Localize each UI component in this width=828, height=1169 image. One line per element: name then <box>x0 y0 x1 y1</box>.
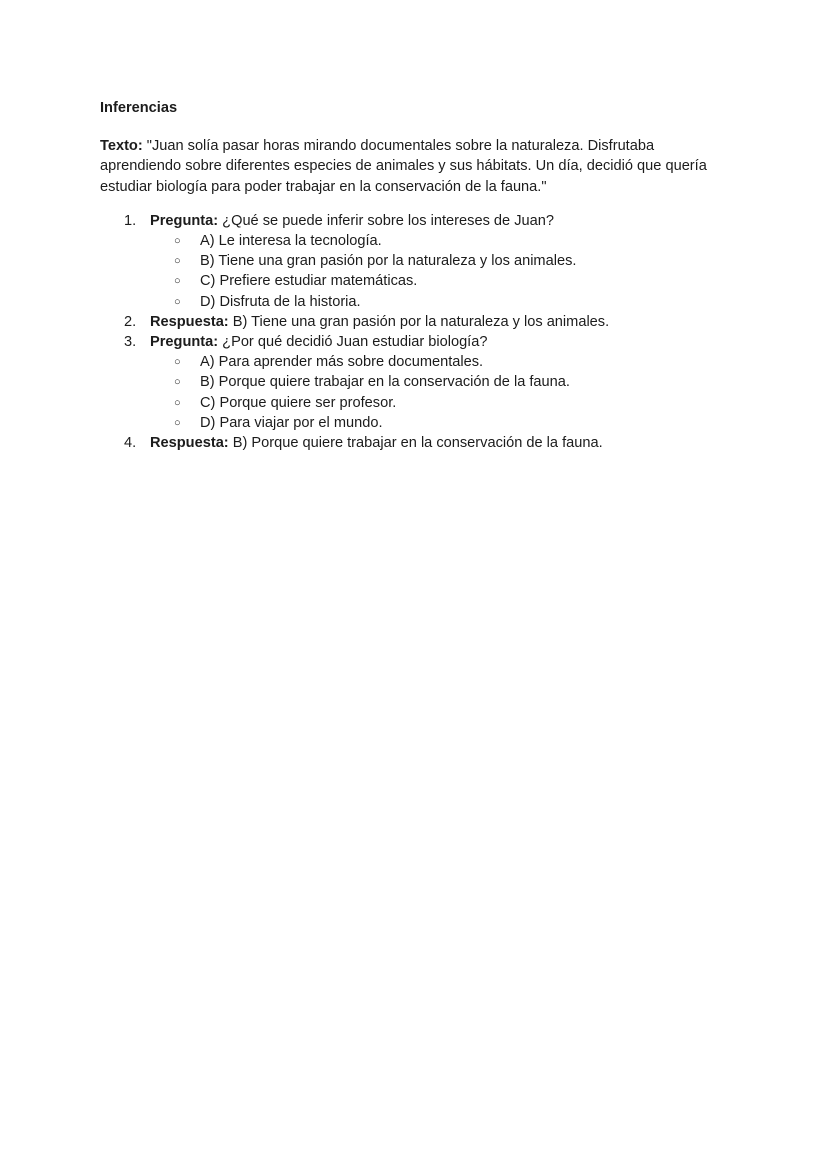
option-item <box>150 393 720 413</box>
option-item <box>150 231 720 251</box>
option-item <box>150 413 720 433</box>
document-title: Inferencias <box>100 100 178 116</box>
answer-text: B) Tiene una gran pasión por la naturaleza y los animales. <box>232 313 610 330</box>
passage-label: Texto: <box>100 138 143 155</box>
option-item <box>150 292 720 312</box>
option-text: C) Prefiere estudiar matemáticas. <box>200 273 418 290</box>
option-text: A) Le interesa la tecnología. <box>200 233 382 250</box>
hollow-bullet-icon: ○ <box>174 255 181 268</box>
document-page <box>100 98 720 453</box>
option-text: D) Para viajar por el mundo. <box>200 414 383 431</box>
question-label: Pregunta: <box>150 212 219 229</box>
option-item <box>150 271 720 291</box>
hollow-bullet-icon: ○ <box>174 235 181 248</box>
answer-text: B) Porque quiere trabajar en la conservación de la fauna. <box>232 435 603 452</box>
option-list <box>150 352 720 433</box>
question-list <box>100 211 720 453</box>
option-text: C) Porque quiere ser profesor. <box>200 394 397 411</box>
item-number: 1. <box>124 212 137 229</box>
hollow-bullet-icon: ○ <box>174 356 181 369</box>
hollow-bullet-icon: ○ <box>174 396 181 409</box>
option-item <box>150 251 720 271</box>
option-item <box>150 352 720 372</box>
question-text: ¿Qué se puede inferir sobre los intereses de Juan? <box>222 212 554 229</box>
item-number: 3. <box>124 334 137 351</box>
question-item <box>100 211 720 312</box>
option-text: D) Disfruta de la historia. <box>200 293 361 310</box>
hollow-bullet-icon: ○ <box>174 416 181 429</box>
option-text: A) Para aprender más sobre documentales. <box>200 354 484 371</box>
question-item <box>100 332 720 433</box>
passage-text: "Juan solía pasar horas mirando documentales sobre la naturaleza. Disfrutaba aprendiendo sobre diferentes especies de animales y sus hábitats. Un día, decidió que quería estudiar biología para poder trabajar en la conservación de la fauna." <box>100 138 707 195</box>
hollow-bullet-icon: ○ <box>174 275 181 288</box>
hollow-bullet-icon: ○ <box>174 376 181 389</box>
option-list <box>150 231 720 312</box>
option-text: B) Tiene una gran pasión por la naturaleza y los animales. <box>200 253 577 270</box>
answer-label: Respuesta: <box>150 313 229 330</box>
option-text: B) Porque quiere trabajar en la conservación de la fauna. <box>200 374 570 391</box>
question-text: ¿Por qué decidió Juan estudiar biología? <box>222 334 488 351</box>
item-number: 2. <box>124 313 137 330</box>
question-label: Pregunta: <box>150 334 219 351</box>
answer-item <box>100 433 720 453</box>
answer-item <box>100 312 720 332</box>
option-item <box>150 372 720 392</box>
answer-label: Respuesta: <box>150 435 229 452</box>
hollow-bullet-icon: ○ <box>174 295 181 308</box>
passage <box>100 136 720 197</box>
item-number: 4. <box>124 435 137 452</box>
